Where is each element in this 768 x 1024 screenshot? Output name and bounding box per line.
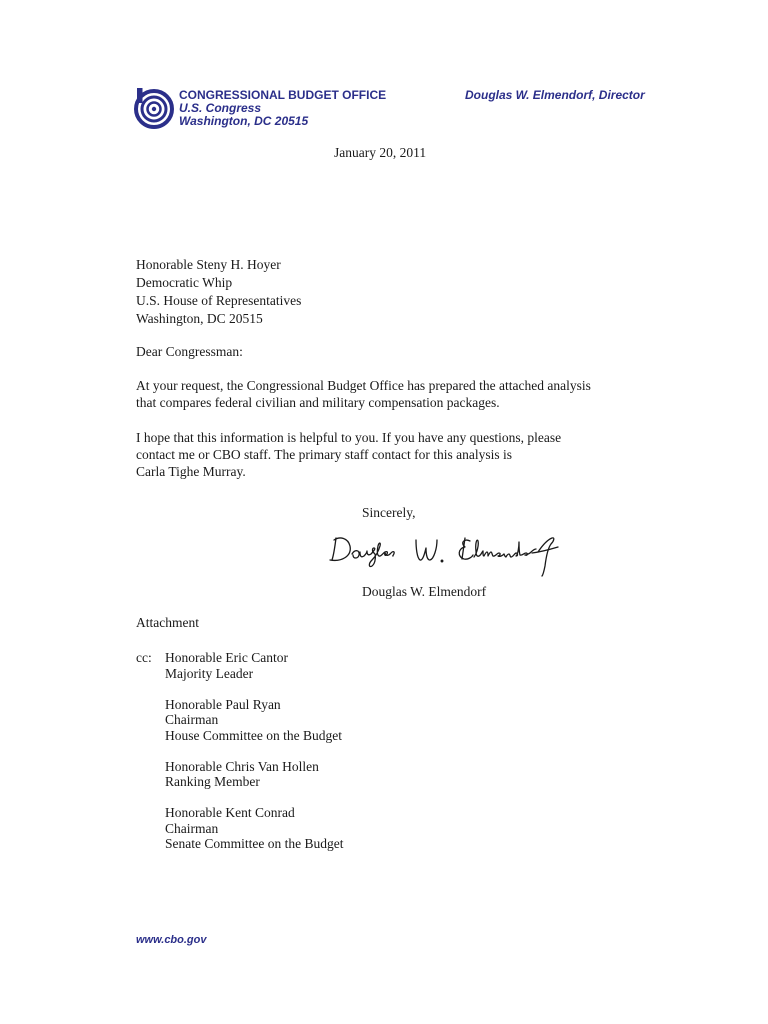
paragraph-line: contact me or CBO staff. The primary staff contact for this analysis is xyxy=(136,447,513,462)
signature-text: Douglas W. Elmendorf xyxy=(322,526,332,527)
attachment-label: Attachment xyxy=(136,615,199,630)
handwritten-signature xyxy=(322,526,570,584)
cc-line: Chairman xyxy=(165,712,219,727)
cc-recipient xyxy=(165,759,343,790)
cc-list xyxy=(165,650,343,867)
recipient-line: Honorable Steny H. Hoyer xyxy=(136,257,281,272)
footer-url-link[interactable]: www.cbo.gov xyxy=(136,934,207,946)
recipient-line: Democratic Whip xyxy=(136,275,233,290)
signer-name: Douglas W. Elmendorf xyxy=(362,584,487,599)
recipient-line: Washington, DC 20515 xyxy=(136,311,263,326)
cc-line: Honorable Eric Cantor xyxy=(165,650,288,665)
org-name: CONGRESSIONAL BUDGET OFFICE xyxy=(179,88,387,102)
body-paragraph-1 xyxy=(136,377,591,411)
org-line-congress: U.S. Congress xyxy=(179,101,262,115)
cc-recipient xyxy=(165,805,343,852)
cc-recipient xyxy=(165,650,343,681)
paragraph-line: that compares federal civilian and military compensation packages. xyxy=(136,395,500,410)
recipient-address xyxy=(136,256,301,328)
cc-line: Senate Committee on the Budget xyxy=(165,836,344,851)
org-line-address: Washington, DC 20515 xyxy=(179,114,309,128)
cc-label: cc: xyxy=(136,650,152,665)
body-paragraph-2 xyxy=(136,429,561,480)
cc-line: Honorable Paul Ryan xyxy=(165,696,281,712)
letter-date: January 20, 2011 xyxy=(334,145,427,160)
cc-line: House Committee on the Budget xyxy=(165,727,342,743)
cc-line: Chairman xyxy=(165,820,219,836)
cc-recipient xyxy=(165,697,343,744)
cc-line: Honorable Kent Conrad xyxy=(165,805,295,820)
cc-line: Ranking Member xyxy=(165,774,260,789)
cc-line: Honorable Chris Van Hollen xyxy=(165,758,319,774)
director-name: Douglas W. Elmendorf, Director xyxy=(465,88,645,102)
paragraph-line: At your request, the Congressional Budget Office has prepared the attached analysis xyxy=(136,378,591,393)
salutation: Dear Congressman: xyxy=(136,344,243,359)
closing: Sincerely, xyxy=(362,505,416,520)
paragraph-line: Carla Tighe Murray. xyxy=(136,464,246,479)
cbo-logo-icon xyxy=(134,87,174,129)
letterhead-org xyxy=(179,89,386,128)
paragraph-line: I hope that this information is helpful to you. If you have any questions, please xyxy=(136,430,562,445)
cc-line: Majority Leader xyxy=(165,665,254,681)
recipient-line: U.S. House of Representatives xyxy=(136,293,302,308)
